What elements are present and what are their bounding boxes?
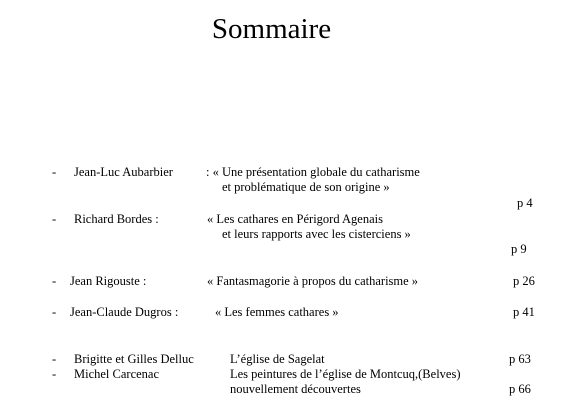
entry-title-line: L’église de Sagelat — [230, 352, 325, 366]
entry-dash: - — [52, 274, 57, 288]
entry-dash: - — [52, 305, 57, 319]
entry-title-line: « Les cathares en Périgord Agenais — [207, 212, 383, 226]
entry-author: Brigitte et Gilles Delluc — [74, 352, 194, 366]
entry-title-line: et leurs rapports avec les cisterciens » — [222, 227, 411, 241]
entry-page: p 41 — [513, 305, 535, 319]
page-title: Sommaire — [211, 13, 332, 45]
entry-author: Michel Carcenac — [74, 367, 160, 381]
entry-dash: - — [52, 165, 57, 179]
entry-author: Jean Rigouste : — [70, 274, 147, 288]
entry-page: p 9 — [511, 242, 527, 256]
entry-dash: - — [52, 352, 57, 366]
entry-title-line: « Fantasmagorie à propos du catharisme » — [207, 274, 419, 288]
entry-author: Richard Bordes : — [74, 212, 159, 226]
entry-dash: - — [52, 212, 57, 226]
entry-title-line: nouvellement découvertes — [230, 382, 361, 396]
entry-author: Jean-Claude Dugros : — [70, 305, 179, 319]
entry-title-line: « Les femmes cathares » — [215, 305, 339, 319]
entry-title-line: Les peintures de l’église de Montcuq,(Belves) — [230, 367, 461, 381]
entry-page: p 4 — [517, 196, 533, 210]
entry-page: p 66 — [509, 382, 531, 396]
entry-dash: - — [52, 367, 57, 381]
entry-page: p 63 — [509, 352, 531, 366]
entry-title-line: et problématique de son origine » — [222, 180, 390, 194]
entry-page: p 26 — [513, 274, 535, 288]
entry-author: Jean-Luc Aubarbier — [74, 165, 173, 179]
entry-title-line: : « Une présentation globale du catharisme — [206, 165, 420, 179]
